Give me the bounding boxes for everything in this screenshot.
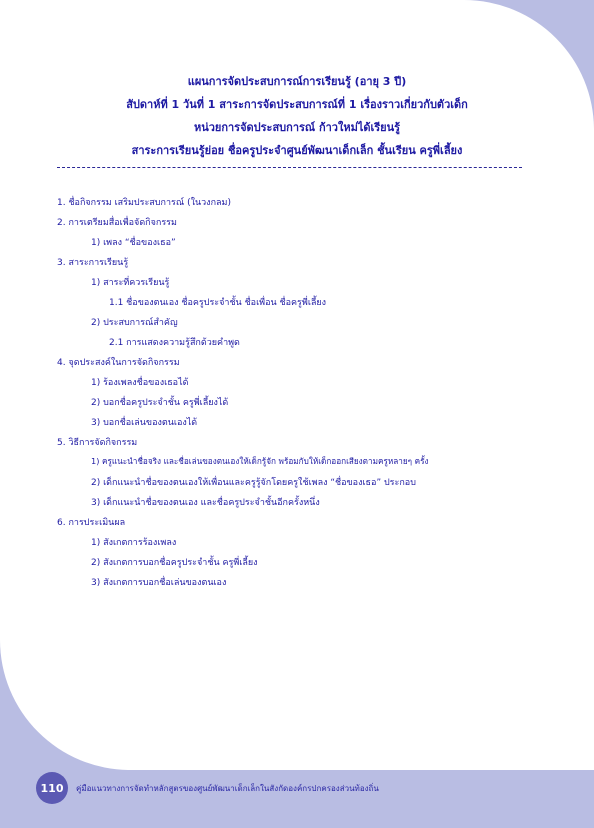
footer-title: คู่มือแนวทางการจัดทำหลักสูตรของศูนย์พัฒนาเด็กเล็กในสังกัดองค์กรปกครองส่วนท้องถิ่น xyxy=(76,784,379,793)
document-header xyxy=(0,70,594,162)
list-item: 1) ร้องเพลงชื่อของเธอได้ xyxy=(91,378,189,388)
list-item: 1) เพลง “ชื่อของเธอ” xyxy=(91,238,176,248)
list-item: 2) ประสบการณ์สำคัญ xyxy=(91,318,178,328)
plan-title: แผนการจัดประสบการณ์การเรียนรู้ (อายุ 3 ปี) xyxy=(187,75,407,88)
list-item: 1) ครูแนะนำชื่อจริง และชื่อเล่นของตนเองให้เด็กรู้จัก พร้อมกับให้เด็กออกเสียงตามครูหลายๆ ครั้ง xyxy=(91,456,429,466)
list-item: 1) สังเกตการร้องเพลง xyxy=(91,538,177,548)
section-objectives: 4. จุดประสงค์ในการจัดกิจกรรม xyxy=(57,358,180,368)
list-item: 1.1 ชื่อของตนเอง ชื่อครูประจำชั้น ชื่อเพื่อน ชื่อครูพี่เลี้ยง xyxy=(109,298,327,308)
list-item: 1) สาระที่ควรเรียนรู้ xyxy=(91,278,170,288)
list-item: 2.1 การแสดงความรู้สึกด้วยคำพูด xyxy=(109,338,240,348)
page-number: 110 xyxy=(36,772,68,804)
list-item: 3) สังเกตการบอกชื่อเล่นของตนเอง xyxy=(91,578,227,588)
list-item: 2) บอกชื่อครูประจำชั้น ครูพี่เลี้ยงได้ xyxy=(91,398,229,408)
sub-topic-title: สาระการเรียนรู้ย่อย ชื่อครูประจำศูนย์พัฒนาเด็กเล็ก ชั้นเรียน ครูพี่เลี้ยง xyxy=(131,144,463,157)
unit-title: หน่วยการจัดประสบการณ์ ก้าวใหม่ได้เรียนรู้ xyxy=(193,121,401,134)
section-evaluation: 6. การประเมินผล xyxy=(57,518,126,528)
list-item: 2) สังเกตการบอกชื่อครูประจำชั้น ครูพี่เลี้ยง xyxy=(91,558,258,568)
week-day-subtitle: สัปดาห์ที่ 1 วันที่ 1 สาระการจัดประสบการณ์ที่ 1 เรื่องราวเกี่ยวกับตัวเด็ก xyxy=(126,98,468,111)
list-item: 3) เด็กแนะนำชื่อของตนเอง และชื่อครูประจำชั้นอีกครั้งหนึ่ง xyxy=(91,498,320,508)
list-item: 3) บอกชื่อเล่นของตนเองได้ xyxy=(91,418,198,428)
section-activity-name: 1. ชื่อกิจกรรม เสริมประสบการณ์ (ในวงกลม) xyxy=(57,198,231,208)
section-materials: 2. การเตรียมสื่อเพื่อจัดกิจกรรม xyxy=(57,218,177,228)
section-procedure: 5. วิธีการจัดกิจกรรม xyxy=(57,438,138,448)
section-learning-content: 3. สาระการเรียนรู้ xyxy=(57,258,129,268)
list-item: 2) เด็กแนะนำชื่อของตนเองให้เพื่อนและครูรู้จักโดยครูใช้เพลง “ชื่อของเธอ” ประกอบ xyxy=(91,478,416,488)
dashed-divider xyxy=(57,167,522,168)
